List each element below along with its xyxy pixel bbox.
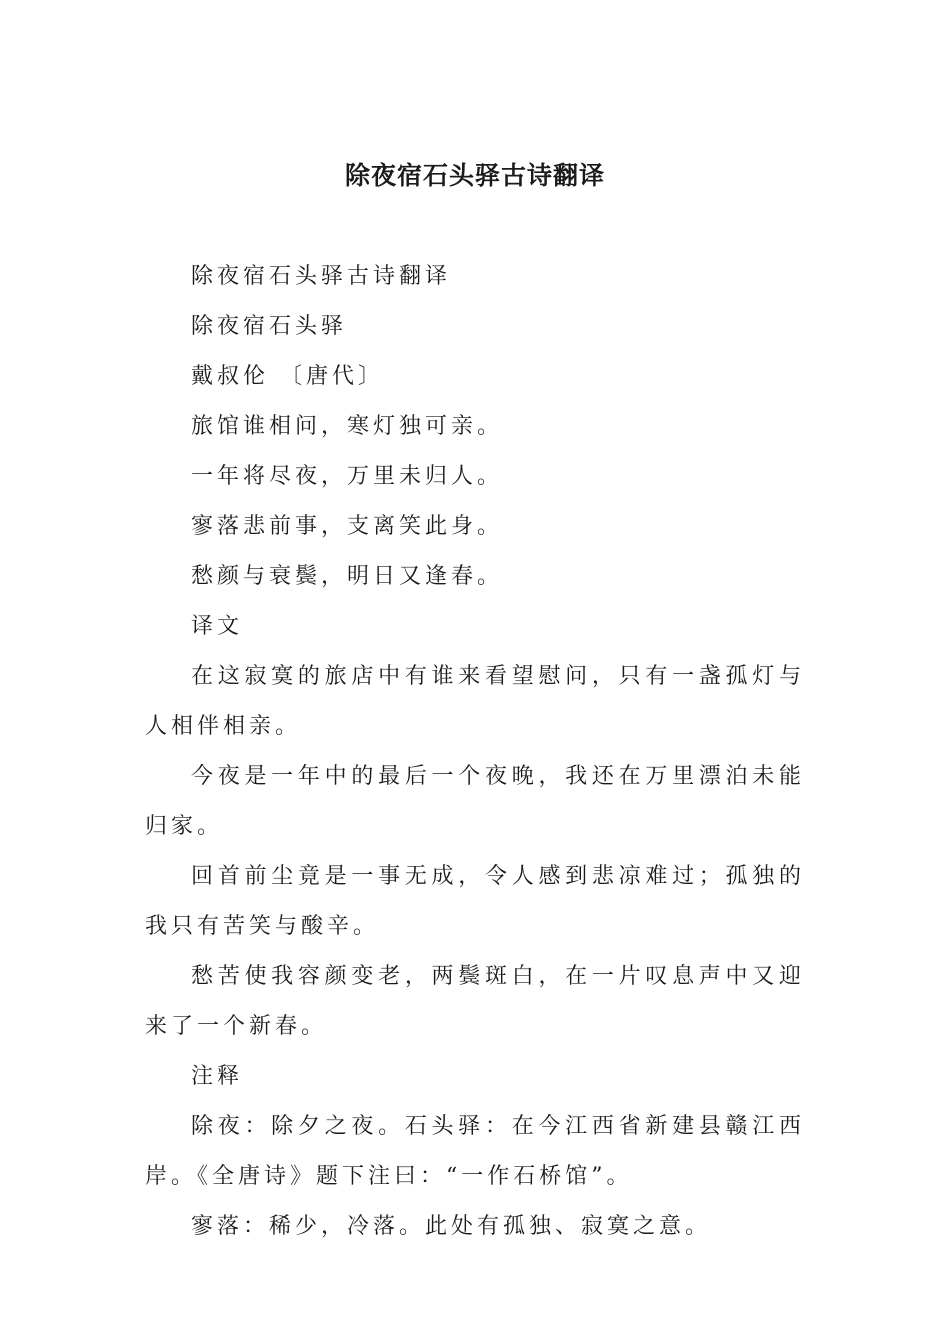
- section-heading-translation: 译文: [191, 614, 244, 639]
- poem-title: 除夜宿石头驿: [191, 314, 348, 339]
- poem-author: 戴叔伦 〔唐代〕: [191, 364, 384, 389]
- poem-line: 旅馆谁相问，寒灯独可亲。: [191, 414, 504, 439]
- paragraph-heading: 除夜宿石头驿古诗翻译: [191, 264, 452, 289]
- translation-paragraph: 愁苦使我容颜变老，两鬓斑白，在一片叹息声中又迎来了一个新春。: [145, 964, 805, 1039]
- document-body: [145, 252, 805, 1252]
- poem-line: 寥落悲前事，支离笑此身。: [191, 514, 504, 539]
- translation-paragraph: 在这寂寞的旅店中有谁来看望慰问，只有一盏孤灯与人相伴相亲。: [145, 664, 805, 739]
- section-heading-notes: 注释: [191, 1064, 244, 1089]
- translation-paragraph: 回首前尘竟是一事无成，令人感到悲凉难过；孤独的我只有苦笑与酸辛。: [145, 864, 805, 939]
- note-paragraph: 寥落：稀少，冷落。此处有孤独、寂寞之意。: [191, 1214, 712, 1239]
- poem-line: 愁颜与衰鬓，明日又逢春。: [191, 564, 504, 589]
- note-paragraph: 除夜：除夕之夜。石头驿：在今江西省新建县赣江西岸。《全唐诗》题下注曰：“一作石桥馆”。: [145, 1114, 805, 1189]
- poem-line: 一年将尽夜，万里未归人。: [191, 464, 504, 489]
- translation-paragraph: 今夜是一年中的最后一个夜晚，我还在万里漂泊未能归家。: [145, 764, 805, 839]
- document-title: 除夜宿石头驿古诗翻译: [344, 161, 605, 190]
